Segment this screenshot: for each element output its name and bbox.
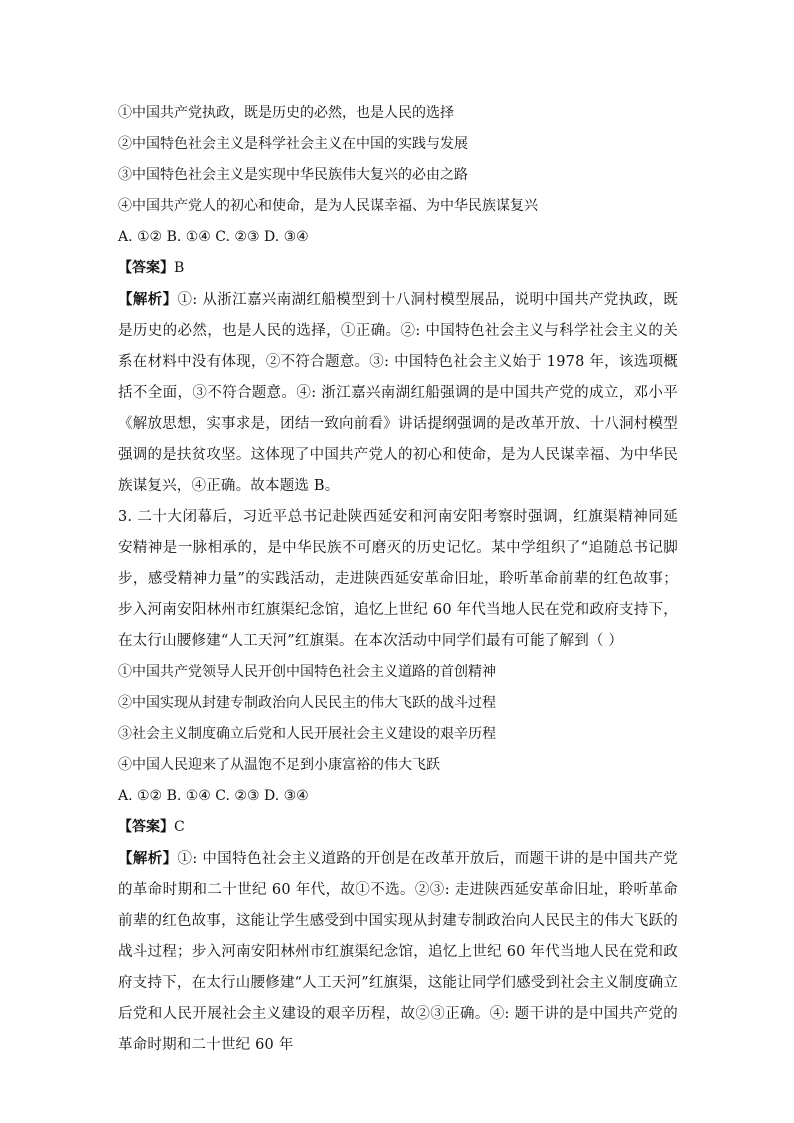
q3-analysis: [118, 843, 678, 1061]
q3-answer-value: C: [174, 819, 185, 835]
q3-answer: [118, 812, 678, 843]
q3-option-4: ④中国人民迎来了从温饱不足到小康富裕的伟大飞跃: [118, 757, 440, 773]
q3-option-2: ②中国实现从封建专制政治向人民民主的伟大飞跃的战斗过程: [118, 695, 496, 711]
q3-answer-label: 【答案】: [118, 819, 174, 835]
q2-answer: [118, 253, 678, 284]
q2-choices: A. ①② B. ①④ C. ②③ D. ③④: [118, 229, 309, 245]
document-page: [118, 98, 678, 1061]
q2-answer-value: B: [174, 260, 185, 276]
q3-stem: 3. 二十大闭幕后，习近平总书记赴陕西延安和河南安阳考察时强调，红旗渠精神同延安精神是一脉相承的，是中华民族不可磨灭的历史记忆。某中学组织了“追随总书记脚步，感受精神力量”的实践活动，走进陕西延安革命旧址，聆听革命前辈的红色故事；步入河南安阳林州市红旗渠纪念馆，追忆上世纪 60 年代当地人民在党和政府支持下，在太行山腰修建“人工天河”红旗渠。在本次活动中同学们最有可能了解到（ ）: [118, 509, 678, 649]
q3-analysis-text: ①: 中国特色社会主义道路的开创是在改革开放后，而题干讲的是中国共产党的革命时期和二十世纪 60 年代，故①不选。②③: 走进陕西延安革命旧址，聆听革命前辈的红色故事，这能让学生感受到中国实现从封建专制政治向人民民主的伟大飞跃的战斗过程；步入河南安阳林州市红旗渠纪念馆，追忆上世纪 60 年代当地人民在党和政府支持下，在太行山腰修建“人工天河”红旗渠，这能让同学们感受到社会主义制度确立后党和人民开展社会主义建设的艰辛历程，故②③正确。④: 题干讲的是中国共产党的革命时期和二十世纪 60 年: [118, 851, 678, 1053]
q2-analysis: [118, 284, 678, 502]
q2-analysis-label: 【解析】: [118, 291, 178, 308]
q3-analysis-label: 【解析】: [118, 850, 178, 867]
q3-option-3: ③社会主义制度确立后党和人民开展社会主义建设的艰辛历程: [118, 726, 496, 742]
q2-option-2: ②中国特色社会主义是科学社会主义在中国的实践与发展: [118, 136, 468, 152]
q2-analysis-text: ①: 从浙江嘉兴南湖红船模型到十八洞村模型展品，说明中国共产党执政，既是历史的必然，也是人民的选择，①正确。②: 中国特色社会主义与科学社会主义的关系在材料中没有体现，②不符合题意。③: 中国特色社会主义始于 1978 年，该选项概括不全面，③不符合题意。④: 浙江嘉兴南湖红船强调的是中国共产党的成立，邓小平《解放思想，实事求是，团结一致向前看》讲话提纲强调的是改革开放、十八洞村模型强调的是扶贫攻坚。这体现了中国共产党人的初心和使命，是为人民谋幸福、为中华民族谋复兴，④正确。故本题选 B。: [118, 292, 678, 494]
q3-option-1: ①中国共产党领导人民开创中国特色社会主义道路的首创精神: [118, 664, 496, 680]
q2-option-3: ③中国特色社会主义是实现中华民族伟大复兴的必由之路: [118, 167, 468, 183]
q3-choices: A. ①② B. ①④ C. ②③ D. ③④: [118, 788, 309, 804]
q2-answer-label: 【答案】: [118, 260, 174, 276]
q2-option-1: ①中国共产党执政，既是历史的必然，也是人民的选择: [118, 105, 454, 121]
q2-option-4: ④中国共产党人的初心和使命，是为人民谋幸福、为中华民族谋复兴: [118, 198, 538, 214]
